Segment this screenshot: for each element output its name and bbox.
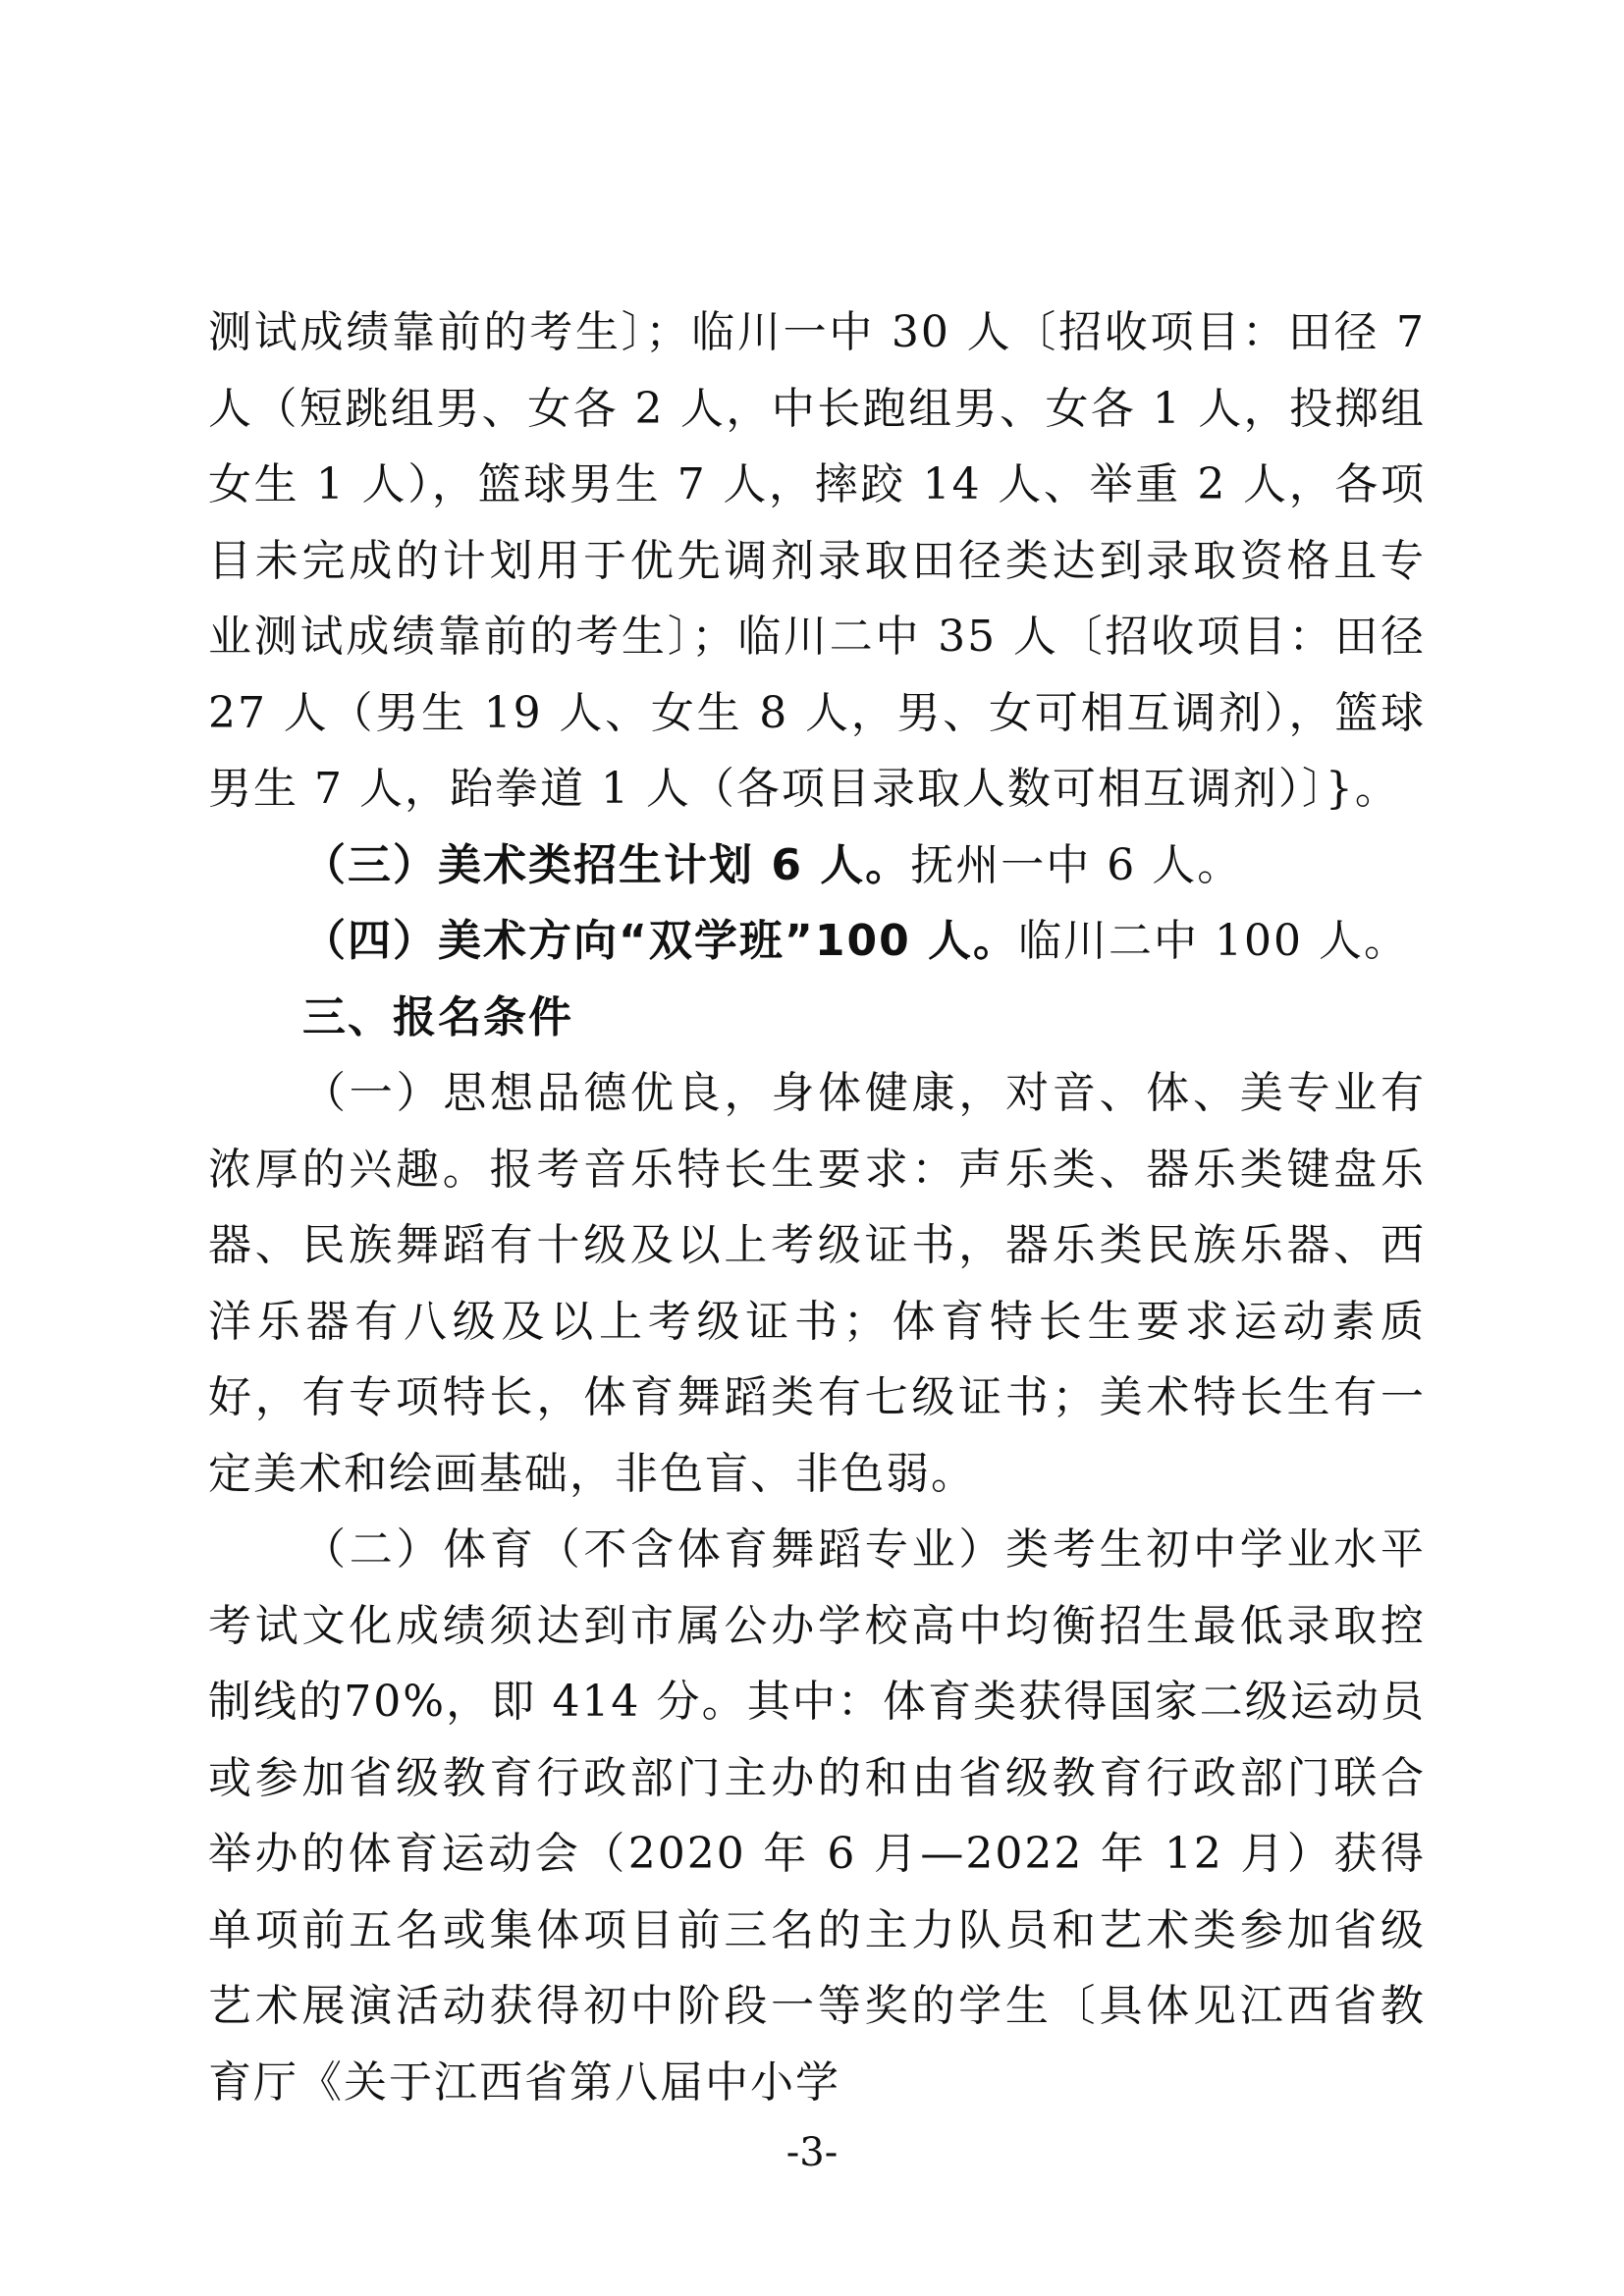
section-3-heading: 三、报名条件 [302, 991, 573, 1042]
item-4-text: 临川二中 100 人。 [1018, 916, 1409, 966]
section-3-paragraph-1: （一）思想品德优良，身体健康，对音、体、美专业有浓厚的兴趣。报考音乐特长生要求：声乐类、器乐类键盘乐器、民族舞蹈有十级及以上考级证书，器乐类民族乐器、西洋乐器有八级及以上考级证书；体育特长生要求运动素质好，有专项特长，体育舞蹈类有七级证书；美术特长生有一定美术和绘画基础，非色盲、非色弱。 [208, 1068, 1426, 1499]
document-body [208, 294, 1426, 2120]
page-number: -3- [785, 2130, 839, 2175]
paragraph-continuation: 测试成绩靠前的考生〕；临川一中 30 人〔招收项目：田径 7 人（短跳组男、女各 2 人，中长跑组男、女各 1 人，投掷组女生 1 人），篮球男生 7 人，摔跤 14 人、举重 2 人，各项目未完成的计划用于优先调剂录取田径类达到录取资格且专业测试成绩靠前的考生〕；临川二中 35 人〔招收项目：田径 27 人（男生 19 人、女生 8 人，男、女可相互调剂），篮球男生 7 人，跆拳道 1 人（各项目录取人数可相互调剂）〕}。 [208, 307, 1426, 814]
item-3-text: 抚州一中 6 人。 [910, 839, 1243, 890]
section-3-paragraph-2: （二）体育（不含体育舞蹈专业）类考生初中学业水平考试文化成绩须达到市属公办学校高中均衡招生最低录取控制线的70%，即 414 分。其中：体育类获得国家二级运动员或参加省级教育行政部门主办的和由省级教育行政部门联合举办的体育运动会（2020 年 6 月—2022 年 12 月）获得单项前五名或集体项目前三名的主力队员和艺术类参加省级艺术展演活动获得初中阶段一等奖的学生〔具体见江西省教育厅《关于江西省第八届中小学 [208, 1524, 1426, 2108]
paragraph-item-4 [208, 903, 1426, 980]
item-3-heading: （三）美术类招生计划 6 人。 [302, 839, 911, 890]
item-4-heading: （四）美术方向“双学班”100 人。 [302, 916, 1018, 966]
paragraph-item-3 [208, 828, 1426, 904]
